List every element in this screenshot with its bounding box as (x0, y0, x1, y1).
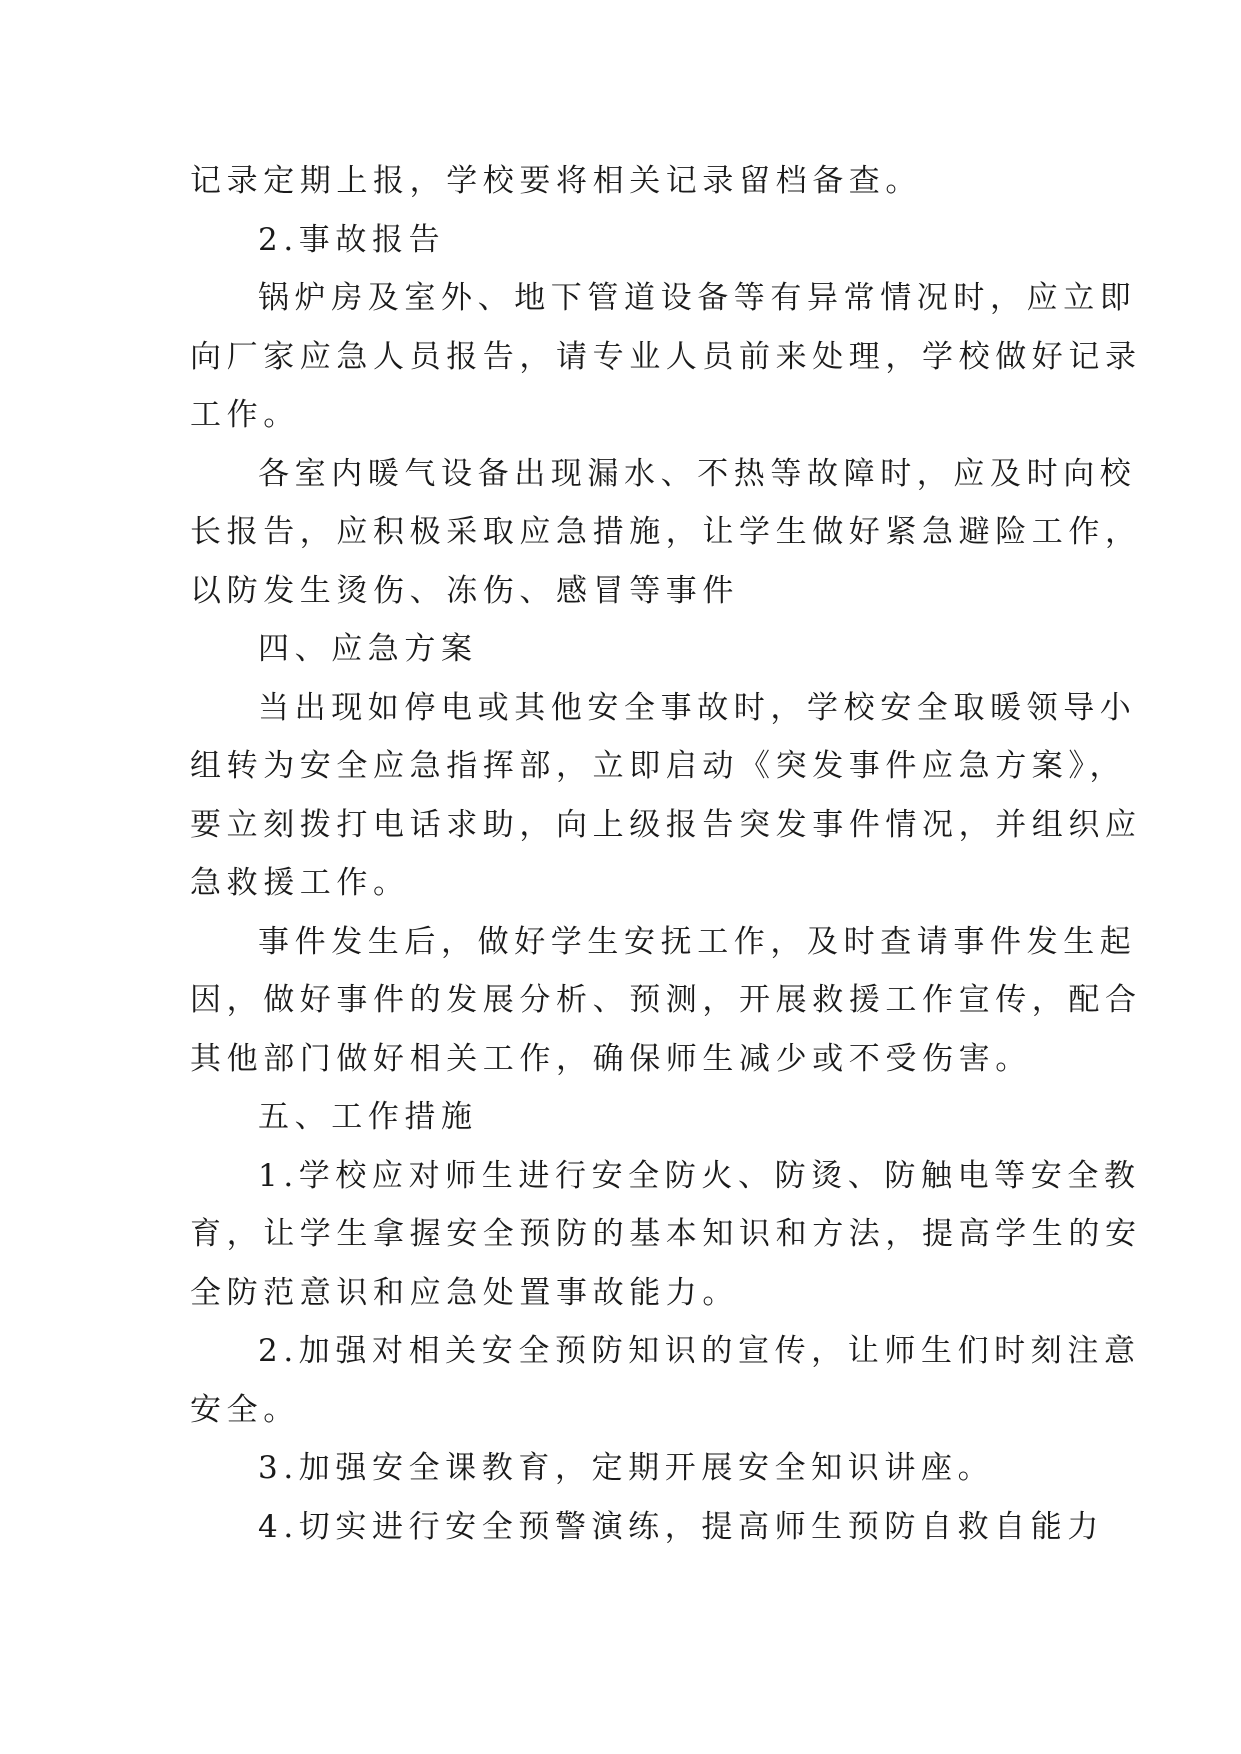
text-line: 锅炉房及室外、地下管道设备等有异常情况时，应立即 (258, 280, 1137, 316)
section-heading: 五、工作措施 (258, 1099, 478, 1135)
list-item: 4.切实进行安全预警演练，提高师生预防自救自能力 (258, 1508, 1104, 1545)
text-line: 其他部门做好相关工作，确保师生减少或不受伤害。 (190, 1040, 1032, 1077)
text-line: 因，做好事件的发展分析、预测，开展救援工作宣传，配合 (190, 982, 1142, 1018)
text-line: 向厂家应急人员报告，请专业人员前来处理，学校做好记录 (190, 338, 1142, 375)
text-line: 育，让学生拿握安全预防的基本知识和方法，提高学生的安 (190, 1216, 1142, 1252)
list-item: 3.加强安全课教育，定期开展安全知识讲座。 (258, 1450, 995, 1486)
text-line: 事件发生后，做好学生安抚工作，及时查请事件发生起 (258, 923, 1137, 960)
text-line: 安全。 (190, 1391, 300, 1428)
text-line: 工作。 (190, 397, 300, 433)
text-line: 记录定期上报，学校要将相关记录留档备查。 (190, 163, 922, 199)
text-line: 组转为安全应急指挥部，立即启动《突发事件应急方案》， (190, 748, 1127, 784)
section-heading: 2.事故报告 (258, 221, 446, 258)
section-heading: 四、应急方案 (258, 631, 478, 667)
text-line: 当出现如停电或其他安全事故时，学校安全取暖领导小 (258, 689, 1137, 726)
list-item: 2.加强对相关安全预防知识的宣传，让师生们时刻注意 (258, 1333, 1141, 1369)
text-line: 全防范意识和应急处置事故能力。 (190, 1274, 739, 1311)
text-line: 长报告，应积极采取应急措施，让学生做好紧急避险工作， (190, 514, 1142, 550)
document-body (190, 152, 1142, 1556)
text-line: 要立刻拨打电话求助，向上级报告突发事件情况，并组织应 (190, 806, 1142, 843)
text-line: 各室内暖气设备出现漏水、不热等故障时，应及时向校 (258, 455, 1137, 492)
text-line: 急救援工作。 (190, 865, 410, 901)
text-line: 以防发生烫伤、冻伤、感冒等事件 (190, 572, 739, 609)
list-item: 1.学校应对师生进行安全防火、防烫、防触电等安全教 (258, 1157, 1141, 1194)
